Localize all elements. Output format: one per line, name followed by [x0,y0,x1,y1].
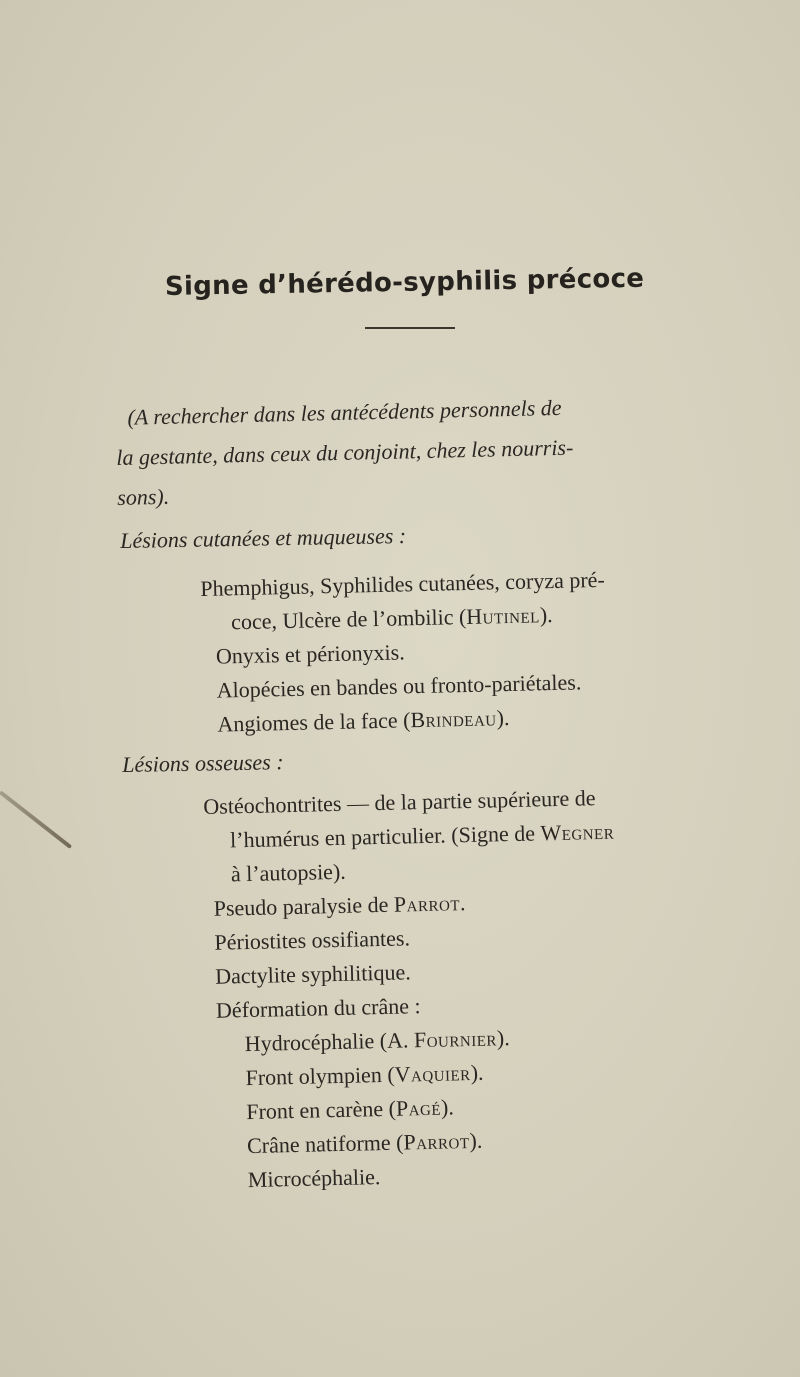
list-osseuses [203,781,622,1198]
paper-scratch-mark [0,790,72,849]
author-name: Hutinel [465,602,541,629]
list-item: Onyxis et périonyxis. [215,639,405,669]
author-name: Pagé [395,1094,442,1121]
title-rule [365,327,455,329]
list-item: Hydrocéphalie (A. Fournier). [244,1025,510,1057]
list-item: Microcéphalie. [247,1164,381,1193]
page-title: Signe d’hérédo-syphilis précoce [164,263,645,302]
list-item: Périostites ossifiantes. [214,925,411,955]
list-item: Crâne natiforme (Parrot). [246,1127,483,1159]
list-item: l’humérus en particulier. (Signe de Wegner [229,818,615,853]
author-name: Wegner [540,818,615,846]
list-item: Alopécies en bandes ou fronto-pariétales. [216,669,582,703]
author-name: Parrot [393,890,461,917]
author-name: Fournier [413,1025,498,1053]
intro-line: la gestante, dans ceux du conjoint, chez les nourris- [116,434,574,470]
list-item: Ostéochontrites — de la partie supérieure de [203,785,596,819]
list-item: Front en carène (Pagé). [246,1094,455,1125]
list-item: coce, Ulcère de l’ombilic (Hutinel). [230,602,553,635]
section-title-osseuses: Lésions osseuses : [122,749,284,777]
list-item: à l’autopsie). [230,858,347,887]
intro-line: (A rechercher dans les antécédents personnels de [127,394,562,430]
list-cutanees [200,563,608,742]
section-title-cutanees: Lésions cutanées et muqueuses : [120,523,407,553]
author-name: Vaquier [394,1060,471,1087]
list-item: Pseudo paralysie de Parrot. [213,890,466,921]
list-item: Phemphigus, Syphilides cutanées, coryza pré- [200,566,606,601]
author-name: Parrot [403,1128,470,1155]
intro-line: sons). [116,483,170,510]
list-item: Front olympien (Vaquier). [245,1059,484,1091]
list-item: Déformation du crâne : [215,993,421,1023]
intro-paragraph [115,384,718,518]
list-item: Angiomes de la face (Brindeau). [217,705,510,737]
list-item: Dactylite syphilitique. [214,959,411,989]
author-name: Brindeau [410,705,497,733]
